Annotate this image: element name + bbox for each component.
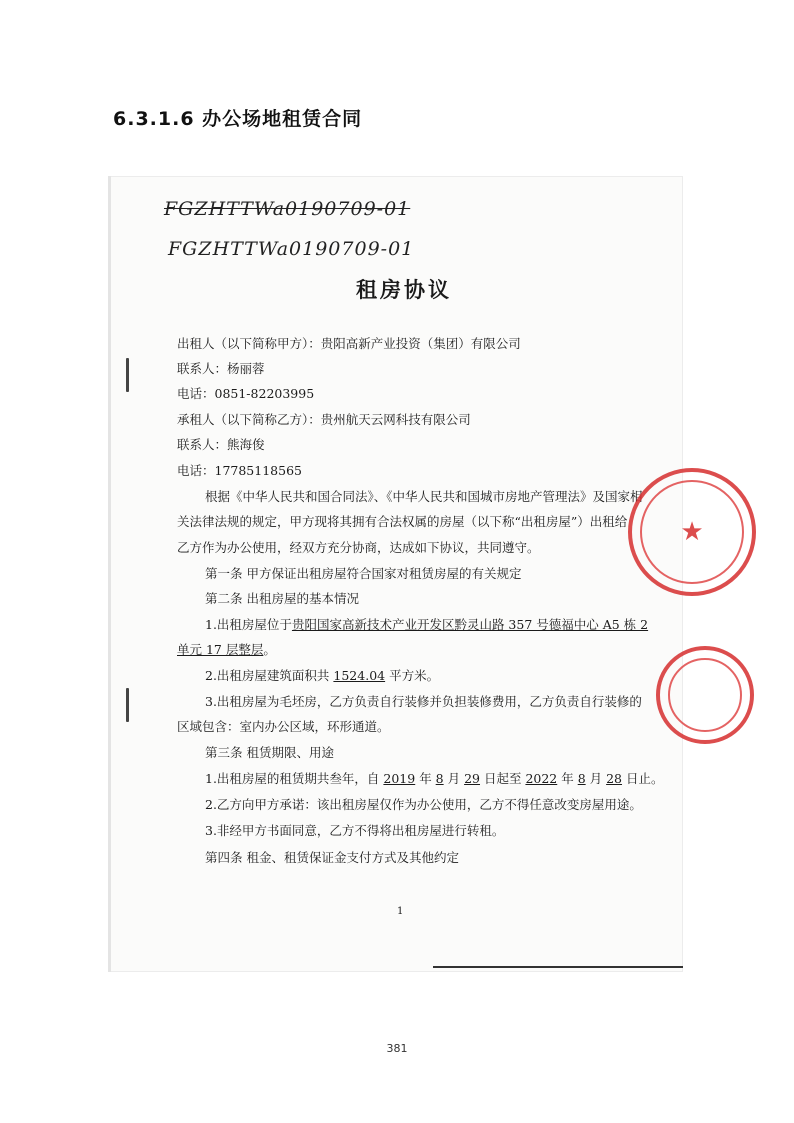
- end-day: 28: [606, 771, 623, 786]
- text: 年: [415, 771, 436, 786]
- seal-star-icon: ★: [680, 517, 704, 547]
- area-value: 1524.04: [333, 668, 386, 683]
- signature-rule: [433, 966, 683, 968]
- binding-mark: [126, 688, 129, 722]
- company-seal-icon: [656, 646, 754, 744]
- company-seal-icon: [628, 468, 756, 596]
- intro-line: 乙方作为办公使用，经双方充分协商，达成如下协议，共同遵守。: [177, 540, 540, 555]
- text: 月: [585, 771, 607, 786]
- start-month: 8: [435, 771, 444, 786]
- text: 。: [263, 642, 276, 657]
- text: 日起至: [479, 771, 526, 786]
- text: 2.出租房屋建筑面积共: [205, 668, 334, 683]
- page-number: 381: [386, 1042, 408, 1055]
- lessee-contact: 联系人：熊海俊: [177, 437, 265, 452]
- text: 1.出租房屋的租赁期共叁年，自: [205, 771, 384, 786]
- text: 日止。: [622, 771, 664, 786]
- scan-edge: [108, 176, 111, 972]
- scanned-contract-page: [108, 176, 704, 972]
- start-year: 2019: [383, 771, 416, 786]
- article-3-item-3: 3.非经甲方书面同意，乙方不得将出租房屋进行转租。: [205, 823, 505, 838]
- article-3-item-1: [205, 769, 664, 787]
- end-month: 8: [577, 771, 586, 786]
- section-heading: 6.3.1.6 办公场地租赁合同: [113, 108, 363, 130]
- seal-ring: [668, 658, 742, 732]
- article-3-item-2: 2.乙方向甲方承诺：该出租房屋仅作为办公使用，乙方不得任意改变房屋用途。: [205, 797, 642, 812]
- text: 平方米。: [385, 668, 440, 683]
- binding-mark: [126, 358, 129, 392]
- article-2-item-1: [205, 615, 648, 633]
- end-year: 2022: [525, 771, 558, 786]
- article-2-item-3: 3.出租房屋为毛坯房，乙方负责自行装修并负担装修费用，乙方负责自行装修的: [205, 694, 642, 709]
- article-3: 第三条 租赁期限、用途: [205, 745, 334, 760]
- handwritten-code: FGZHTTWa0190709-01: [168, 238, 415, 260]
- scan-page-number: 1: [397, 906, 404, 917]
- article-2: 第二条 出租房屋的基本情况: [205, 591, 359, 606]
- handwritten-struck-code: FGZHTTWa0190709-01: [164, 198, 411, 220]
- address: 贵阳国家高新技术产业开发区黔灵山路 357 号德福中心 A5 栋 2: [291, 617, 649, 632]
- start-day: 29: [464, 771, 480, 786]
- lessor-phone: 电话：0851-82203995: [177, 386, 315, 401]
- text: 1.出租房屋位于: [205, 617, 292, 632]
- lessee-phone: 电话：17785118565: [177, 463, 302, 478]
- intro-line: 根据《中华人民共和国合同法》、《中华人民共和国城市房地产管理法》及国家相: [205, 489, 643, 504]
- address-cont: 单元 17 层整层: [177, 642, 264, 657]
- article-2-item-1-cont: [177, 640, 276, 658]
- article-4: 第四条 租金、租赁保证金支付方式及其他约定: [205, 850, 459, 865]
- lessor-line: 出租人（以下简称甲方）：贵阳高新产业投资（集团）有限公司: [177, 336, 521, 351]
- article-1: 第一条 甲方保证出租房屋符合国家对租赁房屋的有关规定: [205, 566, 522, 581]
- text: 年: [557, 771, 578, 786]
- lessee-line: 承租人（以下简称乙方）：贵州航天云网科技有限公司: [177, 412, 471, 427]
- article-2-item-3-cont: 区域包含：室内办公区域，环形通道。: [177, 719, 390, 734]
- intro-line: 关法律法规的规定，甲方现将其拥有合法权属的房屋（以下称“出租房屋”）出租给: [177, 514, 628, 529]
- text: 月: [443, 771, 465, 786]
- document-title: 租房协议: [356, 277, 452, 302]
- article-2-item-2: [205, 666, 439, 684]
- lessor-contact: 联系人：杨丽蓉: [177, 361, 265, 376]
